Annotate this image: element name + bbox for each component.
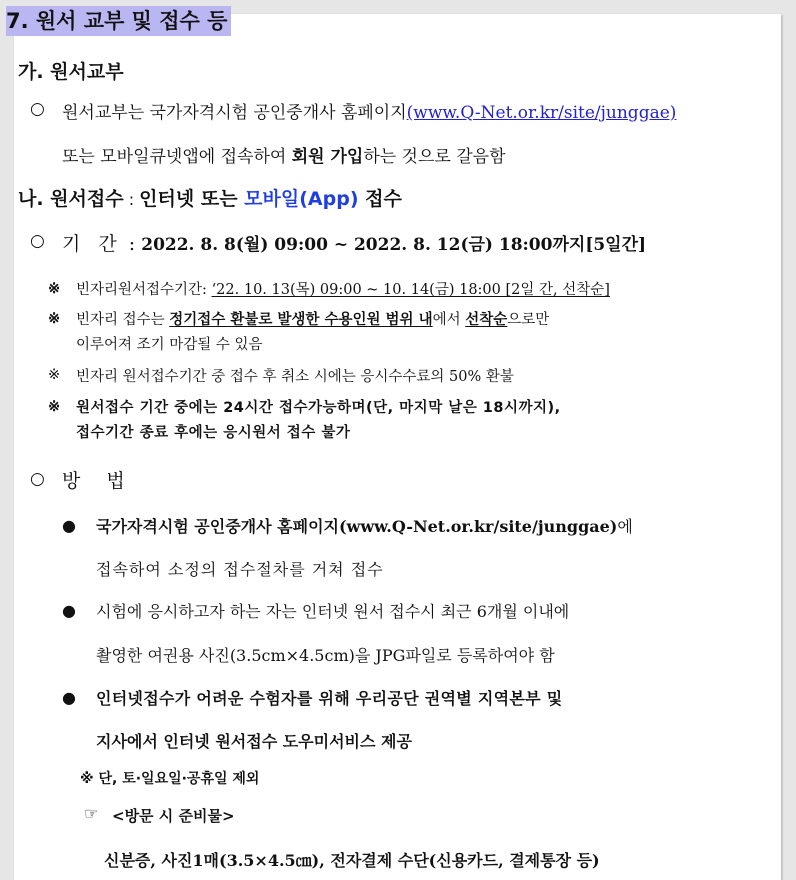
circle-bullet: ○ xyxy=(30,469,45,489)
note-refund: 빈자리 원서접수기간 중 접수 후 취소 시에는 응시수수료의 50% 환불 xyxy=(76,369,514,385)
note-24h-line-1: 원서접수 기간 중에는 24시간 접수가능하며(단, 마지막 날은 18시까지), xyxy=(76,400,561,416)
method-1-line-2: 접속하여 소정의 접수절차를 거쳐 접수 xyxy=(96,560,384,579)
note-vacancy-rule-2: 이루어져 조기 마감될 수 있음 xyxy=(76,337,263,353)
note-mark: ※ xyxy=(48,367,61,383)
method-2-line-2: 촬영한 여권용 사진(3.5cm×4.5cm)을 JPG파일로 등록하여야 함 xyxy=(96,646,555,665)
note-vacancy-period: 빈자리원서접수기간: ‘22. 10. 13(목) 09:00 ~ 10. 14(금) 18:00 [2일 간, 선착순] xyxy=(76,282,610,298)
section-title: 7. 원서 교부 및 접수 등 xyxy=(6,6,231,36)
period-value: 2022. 8. 8(월) 09:00 ~ 2022. 8. 12(금) 18:00까지[5일간] xyxy=(141,235,647,255)
note-24h-line-2: 접수기간 종료 후에는 응시원서 접수 불가 xyxy=(76,425,351,441)
heading-application-submission: 나. 원서접수 : 인터넷 또는 모바일(App) 접수 xyxy=(18,188,402,210)
member-join-text: 회원 가입 xyxy=(291,147,364,167)
method-3-line-2: 지사에서 인터넷 원서접수 도우미서비스 제공 xyxy=(96,732,412,751)
qnet-link[interactable]: (www.Q-Net.or.kr/site/junggae) xyxy=(406,103,677,123)
heading-application-distribution: 가. 원서교부 xyxy=(18,61,124,83)
period-line: 기 간 : 2022. 8. 8(월) 09:00 ~ 2022. 8. 12(금) 18:00까지[5일간] xyxy=(62,233,647,255)
note-mark: ※ xyxy=(48,280,61,297)
circle-bullet: ○ xyxy=(30,99,45,119)
method-3-line-1: 인터넷접수가 어려운 수험자를 위해 우리공단 권역별 지역본부 및 xyxy=(96,689,563,708)
note-mark: ※ xyxy=(48,398,61,415)
dot-bullet: ● xyxy=(62,516,76,535)
note-mark: ※ xyxy=(48,310,61,327)
prep-items-label: <방문 시 준비물> xyxy=(112,807,235,825)
distribution-line-1: 원서교부는 국가자격시험 공인중개사 홈페이지(www.Q-Net.or.kr/site/junggae) xyxy=(62,103,677,123)
hand-point-icon: ☞ xyxy=(84,804,99,823)
method-2-line-1: 시험에 응시하고자 하는 자는 인터넷 원서 접수시 최근 6개월 이내에 xyxy=(96,602,570,621)
circle-bullet: ○ xyxy=(30,231,45,251)
dot-bullet: ● xyxy=(62,688,76,707)
mobile-app-text: 모바일(App) xyxy=(244,188,359,210)
note-vacancy-rule-1: 빈자리 접수는 정기접수 환불로 발생한 수용인원 범위 내에서 선착순으로만 xyxy=(76,311,550,328)
distribution-line-2: 또는 모바일큐넷앱에 접속하여 회원 가입하는 것으로 갈음함 xyxy=(62,147,506,167)
method-label: 방 법 xyxy=(62,470,135,492)
method-1-line-1: 국가자격시험 공인중개사 홈페이지(www.Q-Net.or.kr/site/junggae)에 xyxy=(96,517,633,536)
dot-bullet: ● xyxy=(62,601,76,620)
method-3-note: ※ 단, 토·일요일·공휴일 제외 xyxy=(80,771,260,787)
prep-items-list: 신분증, 사진1매(3.5×4.5㎝), 전자결제 수단(신용카드, 결제통장 등) xyxy=(104,851,600,870)
